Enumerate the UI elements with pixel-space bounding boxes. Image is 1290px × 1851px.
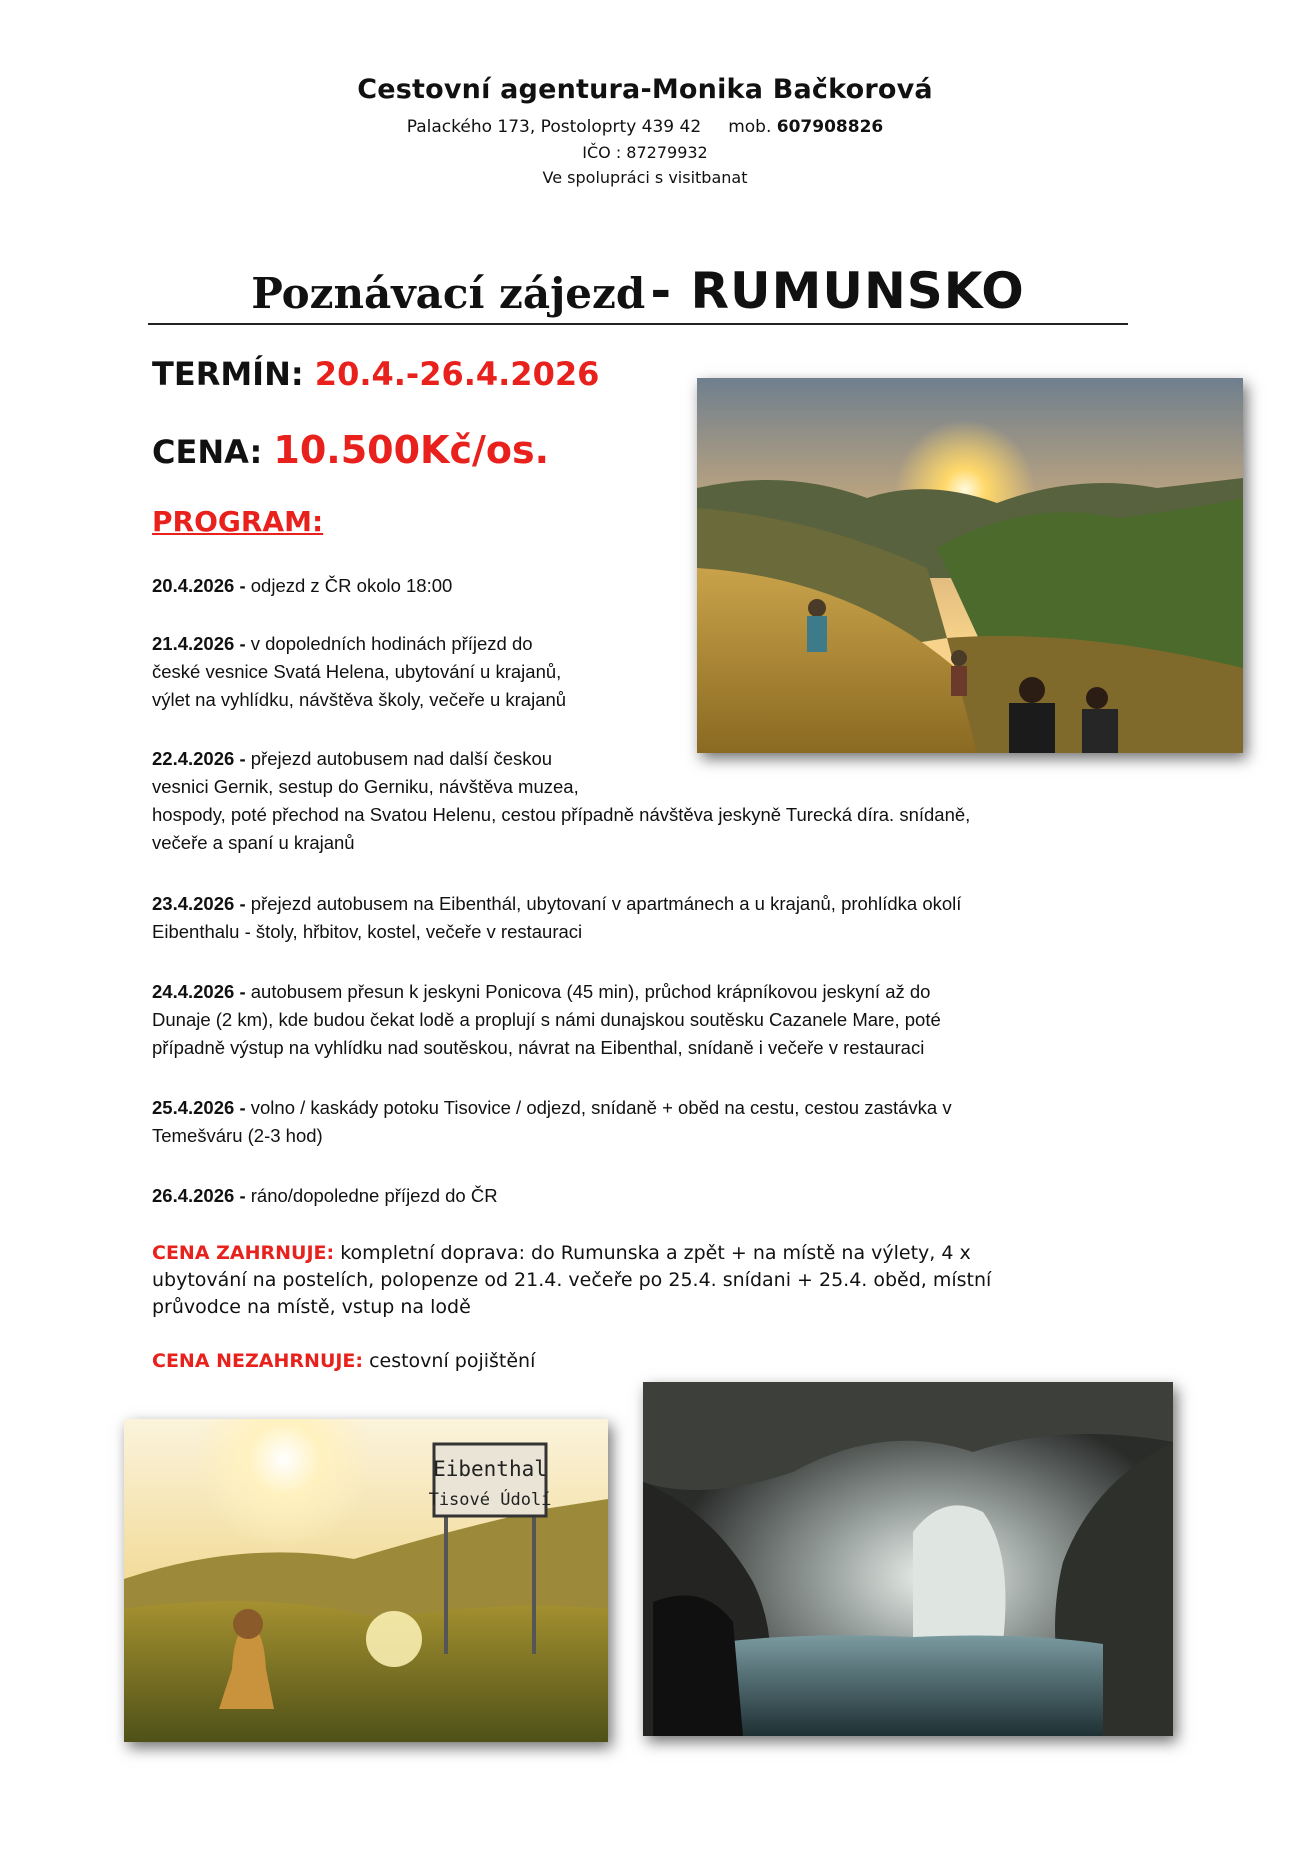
day-text: výlet na vyhlídku, návštěva školy, večeře u krajanů [152,689,567,710]
termin-value: 20.4.-26.4.2026 [314,355,600,393]
program-heading: PROGRAM: [152,505,324,538]
day-text: ráno/dopoledne příjezd do ČR [250,1185,498,1206]
mob-label: mob. [728,117,772,137]
title-part-1: Poznávací zájezd [251,269,646,318]
agency-ico: IČO : 87279932 [582,143,708,162]
agency-cooperation: Ve spolupráci s visitbanat [542,168,748,187]
valley-sunset-photo [697,378,1243,753]
program-day [152,978,941,1062]
agency-address-line [0,117,1290,137]
day-text: odjezd z ČR okolo 18:00 [250,575,453,596]
eibenthal-sign-photo [124,1419,608,1742]
termin-row [152,355,599,393]
agency-address: Palackého 173, Postoloprty 439 42 [406,117,702,137]
program-day [152,745,970,857]
day-text: volno / kaskády potoku Tisovice / odjezd, snídaně + oběd na cestu, cestou zastávka v [250,1097,952,1118]
program-day [152,890,961,946]
day-date: 23.4.2026 - [152,893,246,914]
page-title [148,262,1128,320]
day-text: české vesnice Svatá Helena, ubytování u krajanů, [152,661,562,682]
cena-label: CENA: [152,433,263,471]
day-text: Eibenthalu - štoly, hřbitov, kostel, večeře v restauraci [152,921,583,942]
program-day [152,1094,952,1150]
termin-label: TERMÍN: [152,355,304,393]
price-includes [152,1240,1132,1321]
sign-text-2: Tisové Údolí [428,1490,552,1510]
program-day [152,1182,498,1210]
agency-header [0,74,1290,187]
price-excludes [152,1348,1132,1375]
excludes-text: cestovní pojištění [369,1350,536,1372]
cave-photo [643,1382,1173,1736]
day-text: hospody, poté přechod na Svatou Helenu, cestou případně návštěva jeskyně Turecká díra. snídaně, [152,804,971,825]
cena-value: 10.500Kč/os. [273,428,550,472]
day-date: 21.4.2026 - [152,633,246,654]
includes-text: průvodce na místě, vstup na lodě [152,1296,471,1318]
day-text: vesnici Gernik, sestup do Gerniku, návštěva muzea, [152,776,579,797]
day-text: přejezd autobusem na Eibenthál, ubytovaní v apartmánech a u krajanů, prohlídka okolí [250,893,962,914]
mob-number: 607908826 [776,117,884,137]
includes-text: ubytování na postelích, polopenze od 21.4. večeře po 25.4. snídani + 25.4. oběd, místní [152,1269,992,1291]
cena-row [152,428,549,472]
day-text: Temešváru (2-3 hod) [152,1125,323,1146]
program-day [152,630,566,714]
day-text: večeře a spaní u krajanů [152,832,355,853]
day-text: přejezd autobusem nad další českou [250,748,553,769]
includes-text: kompletní doprava: do Rumunska a zpět + na místě na výlety, 4 x [340,1242,971,1264]
day-date: 22.4.2026 - [152,748,246,769]
day-text: Dunaje (2 km), kde budou čekat lodě a proplují s námi dunajskou soutěsku Cazanele Mare, poté [152,1009,941,1030]
day-text: v dopoledních hodinách příjezd do [250,633,533,654]
sign-text-1: Eibenthal [433,1457,547,1481]
day-text: případně výstup na vyhlídku nad soutěskou, návrat na Eibenthal, snídaně i večeře v restauraci [152,1037,925,1058]
includes-label: CENA ZAHRNUJE: [152,1242,335,1264]
day-date: 24.4.2026 - [152,981,246,1002]
title-part-2: - RUMUNSKO [650,262,1025,320]
excludes-label: CENA NEZAHRNUJE: [152,1350,364,1372]
day-date: 26.4.2026 - [152,1185,246,1206]
agency-name: Cestovní agentura-Monika Bačkorová [357,74,933,105]
title-underline [148,323,1128,325]
day-date: 20.4.2026 - [152,575,246,596]
program-day [152,572,452,600]
day-date: 25.4.2026 - [152,1097,246,1118]
day-text: autobusem přesun k jeskyni Ponicova (45 min), průchod krápníkovou jeskyní až do [250,981,931,1002]
